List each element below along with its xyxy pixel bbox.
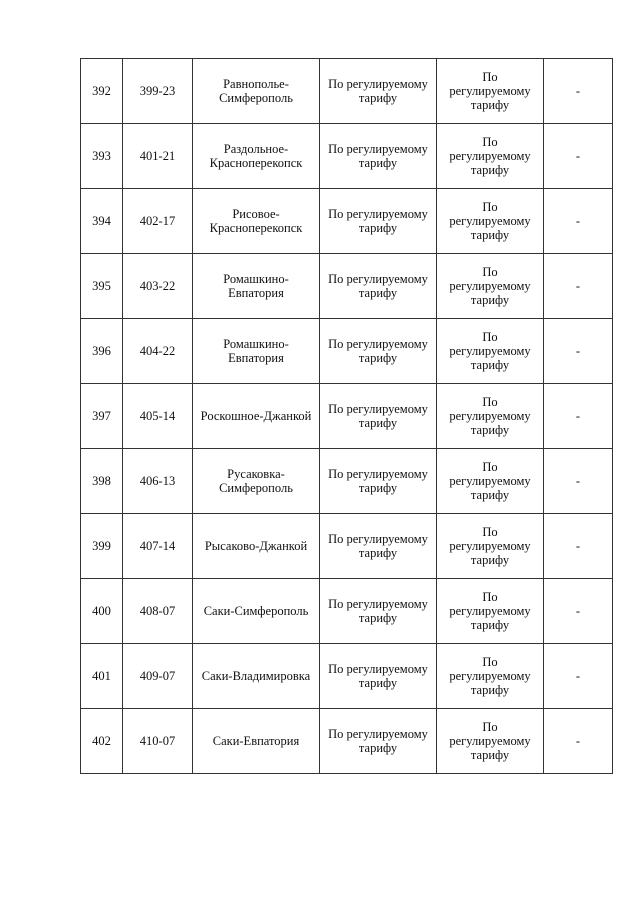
tariff-cell: По регулируемому тарифу bbox=[320, 189, 437, 254]
tariff-alt-cell: По регулируемому тарифу bbox=[437, 709, 544, 774]
tariff-alt-cell: По регулируемому тарифу bbox=[437, 319, 544, 384]
route-code-cell: 403-22 bbox=[123, 254, 193, 319]
route-name-cell: Саки-Евпатория bbox=[193, 709, 320, 774]
route-number-cell: 394 bbox=[81, 189, 123, 254]
route-code-cell: 410-07 bbox=[123, 709, 193, 774]
note-cell: - bbox=[544, 254, 613, 319]
route-code-cell: 407-14 bbox=[123, 514, 193, 579]
table-row bbox=[81, 384, 613, 449]
tariff-alt-cell: По регулируемому тарифу bbox=[437, 579, 544, 644]
table-row bbox=[81, 59, 613, 124]
route-name-cell: Равнополье- Симферополь bbox=[193, 59, 320, 124]
tariff-cell: По регулируемому тарифу bbox=[320, 384, 437, 449]
route-name-cell: Ромашкино- Евпатория bbox=[193, 254, 320, 319]
route-number-cell: 396 bbox=[81, 319, 123, 384]
route-name-cell: Русаковка- Симферополь bbox=[193, 449, 320, 514]
route-number-cell: 401 bbox=[81, 644, 123, 709]
table-row bbox=[81, 644, 613, 709]
note-cell: - bbox=[544, 449, 613, 514]
tariff-cell: По регулируемому тарифу bbox=[320, 644, 437, 709]
route-code-cell: 405-14 bbox=[123, 384, 193, 449]
tariff-alt-cell: По регулируемому тарифу bbox=[437, 644, 544, 709]
tariff-alt-cell: По регулируемому тарифу bbox=[437, 124, 544, 189]
tariff-cell: По регулируемому тарифу bbox=[320, 449, 437, 514]
route-number-cell: 392 bbox=[81, 59, 123, 124]
tariff-alt-cell: По регулируемому тарифу bbox=[437, 59, 544, 124]
route-code-cell: 408-07 bbox=[123, 579, 193, 644]
routes-table-body bbox=[81, 59, 613, 774]
route-number-cell: 393 bbox=[81, 124, 123, 189]
note-cell: - bbox=[544, 644, 613, 709]
note-cell: - bbox=[544, 514, 613, 579]
route-number-cell: 400 bbox=[81, 579, 123, 644]
note-cell: - bbox=[544, 319, 613, 384]
note-cell: - bbox=[544, 579, 613, 644]
tariff-alt-cell: По регулируемому тарифу bbox=[437, 384, 544, 449]
table-row bbox=[81, 449, 613, 514]
routes-table bbox=[80, 58, 613, 774]
table-row bbox=[81, 319, 613, 384]
route-number-cell: 402 bbox=[81, 709, 123, 774]
tariff-cell: По регулируемому тарифу bbox=[320, 514, 437, 579]
tariff-cell: По регулируемому тарифу bbox=[320, 579, 437, 644]
tariff-cell: По регулируемому тарифу bbox=[320, 709, 437, 774]
table-row bbox=[81, 579, 613, 644]
route-name-cell: Ромашкино- Евпатория bbox=[193, 319, 320, 384]
route-name-cell: Роскошное-Джанкой bbox=[193, 384, 320, 449]
route-code-cell: 402-17 bbox=[123, 189, 193, 254]
tariff-alt-cell: По регулируемому тарифу bbox=[437, 189, 544, 254]
table-row bbox=[81, 514, 613, 579]
route-code-cell: 399-23 bbox=[123, 59, 193, 124]
note-cell: - bbox=[544, 124, 613, 189]
route-name-cell: Саки-Симферополь bbox=[193, 579, 320, 644]
route-code-cell: 409-07 bbox=[123, 644, 193, 709]
table-row bbox=[81, 189, 613, 254]
route-name-cell: Рисовое- Красноперекопск bbox=[193, 189, 320, 254]
route-number-cell: 395 bbox=[81, 254, 123, 319]
tariff-alt-cell: По регулируемому тарифу bbox=[437, 514, 544, 579]
tariff-cell: По регулируемому тарифу bbox=[320, 59, 437, 124]
route-number-cell: 399 bbox=[81, 514, 123, 579]
route-number-cell: 398 bbox=[81, 449, 123, 514]
tariff-cell: По регулируемому тарифу bbox=[320, 124, 437, 189]
note-cell: - bbox=[544, 59, 613, 124]
route-name-cell: Рысаково-Джанкой bbox=[193, 514, 320, 579]
tariff-cell: По регулируемому тарифу bbox=[320, 254, 437, 319]
table-row bbox=[81, 709, 613, 774]
route-number-cell: 397 bbox=[81, 384, 123, 449]
tariff-alt-cell: По регулируемому тарифу bbox=[437, 449, 544, 514]
route-name-cell: Саки-Владимировка bbox=[193, 644, 320, 709]
note-cell: - bbox=[544, 709, 613, 774]
note-cell: - bbox=[544, 384, 613, 449]
route-name-cell: Раздольное- Красноперекопск bbox=[193, 124, 320, 189]
tariff-alt-cell: По регулируемому тарифу bbox=[437, 254, 544, 319]
note-cell: - bbox=[544, 189, 613, 254]
route-code-cell: 406-13 bbox=[123, 449, 193, 514]
tariff-cell: По регулируемому тарифу bbox=[320, 319, 437, 384]
route-code-cell: 404-22 bbox=[123, 319, 193, 384]
table-row bbox=[81, 254, 613, 319]
table-row bbox=[81, 124, 613, 189]
route-code-cell: 401-21 bbox=[123, 124, 193, 189]
